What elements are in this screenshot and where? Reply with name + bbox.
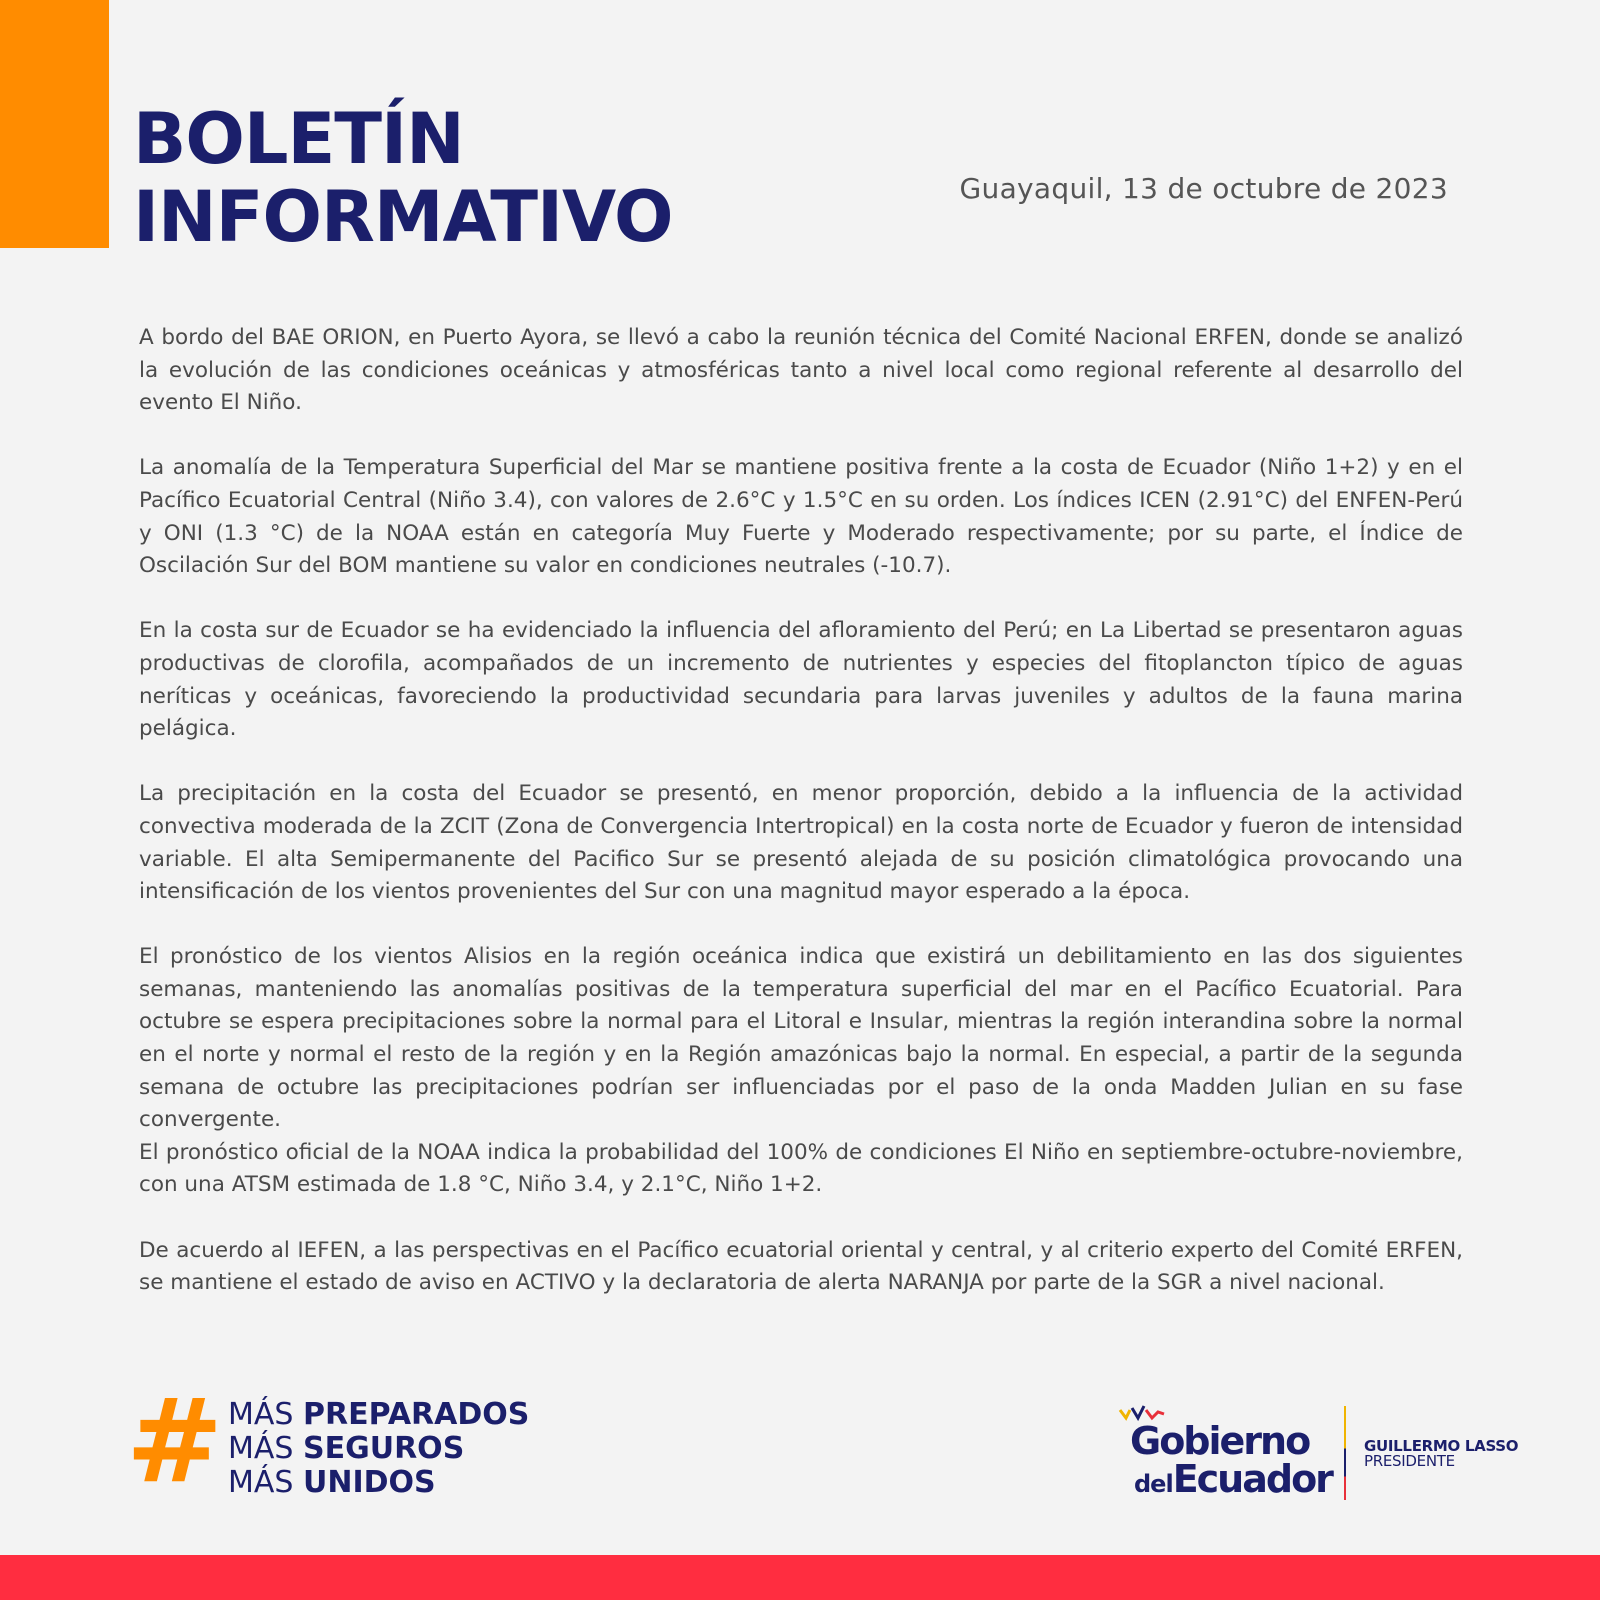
slogan-line-1: MÁS PREPARADOS <box>228 1397 530 1432</box>
president-credit <box>1364 1439 1518 1469</box>
paragraph-3: En la costa sur de Ecuador se ha evidenciado la influencia del afloramiento del Perú; en La Libertad se presentaron aguas productivas de clorofila, acompañados de un incremento de nutrientes y especies del fitoplancton típico de aguas neríticas y oceánicas, favoreciendo la productividad secundaria para larvas juveniles y adultos de la fauna marina pelágica. <box>139 618 1463 742</box>
dateline: Guayaquil, 13 de octubre de 2023 <box>959 172 1448 205</box>
gov-line-1: Gobierno <box>1130 1419 1310 1463</box>
gov-wordmark <box>1130 1419 1332 1503</box>
hashtag-icon: # <box>126 1374 224 1509</box>
paragraph-2: La anomalía de la Temperatura Superficial del Mar se mantiene positiva frente a la costa de Ecuador (Niño 1+2) y en el Pacífico Ecuatorial Central (Niño 3.4), con valores de 2.6°C y 1.5°C en su orden. Los índices ICEN (2.91°C) del ENFEN-Perú y ONI (1.3 °C) de la NOAA están en categoría Muy Fuerte y Moderado respectivamente; por su parte, el Índice de Oscilación Sur del BOM mantiene su valor en condiciones neutrales (-10.7). <box>139 455 1463 579</box>
slogan-line-2: MÁS SEGUROS <box>228 1431 465 1466</box>
logo-divider <box>1344 1406 1346 1500</box>
paragraph-1: A bordo del BAE ORION, en Puerto Ayora, se llevó a cabo la reunión técnica del Comité Nacional ERFEN, donde se analizó la evolución de las condiciones oceánicas y atmosféricas tanto a nivel local como regional referente al desarrollo del evento El Niño. <box>139 325 1463 416</box>
bulletin-body <box>139 322 1463 1332</box>
paragraph-5: El pronóstico de los vientos Alisios en la región oceánica indica que existirá un debilitamiento en las dos siguientes semanas, manteniendo las anomalías positivas de la temperatura superficial del mar en el Pacífico Ecuatorial. Para octubre se espera precipitaciones sobre la normal para el Litoral e Insular, mientras la región interandina sobre la normal en el norte y normal el resto de la región y en la Región amazónicas bajo la normal. En especial, a partir de la segunda semana de octubre las precipitaciones podrían ser influenciadas por el paso de la onda Madden Julian en su fase convergente. <box>139 944 1463 1133</box>
slogan-lines <box>228 1398 529 1500</box>
paragraph-6: El pronóstico oficial de la NOAA indica la probabilidad del 100% de condiciones El Niño en septiembre-octubre-noviembre, con una ATSM estimada de 1.8 °C, Niño 3.4, y 2.1°C, Niño 1+2. <box>139 1139 1463 1198</box>
title-line-2: INFORMATIVO <box>133 176 673 258</box>
bottom-red-bar <box>0 1555 1600 1600</box>
gobierno-ecuador-logo <box>1118 1404 1538 1514</box>
president-title: PRESIDENTE <box>1364 1452 1455 1470</box>
title-line-1: BOLETÍN <box>133 98 464 180</box>
orange-accent-bar <box>0 0 109 248</box>
president-name: GUILLERMO LASSO <box>1364 1437 1519 1455</box>
bulletin-title <box>133 100 673 256</box>
paragraph-4: La precipitación en la costa del Ecuador se presentó, en menor proporción, debido a la influencia de la actividad convectiva moderada de la ZCIT (Zona de Convergencia Intertropical) en la costa norte de Ecuador y fueron de intensidad variable. El alta Semipermanente del Pacifico Sur se presentó alejada de su posición climatológica provocando una intensificación de los vientos provenientes del Sur con una magnitud mayor esperado a la época. <box>139 781 1463 905</box>
slogan-line-3: MÁS UNIDOS <box>228 1465 436 1500</box>
gov-line-2: delEcuador <box>1134 1457 1332 1501</box>
paragraph-7: De acuerdo al IEFEN, a las perspectivas en el Pacífico ecuatorial oriental y central, y al criterio experto del Comité ERFEN, se mantiene el estado de aviso en ACTIVO y la declaratoria de alerta NARANJA por parte de la SGR a nivel nacional. <box>139 1237 1463 1296</box>
